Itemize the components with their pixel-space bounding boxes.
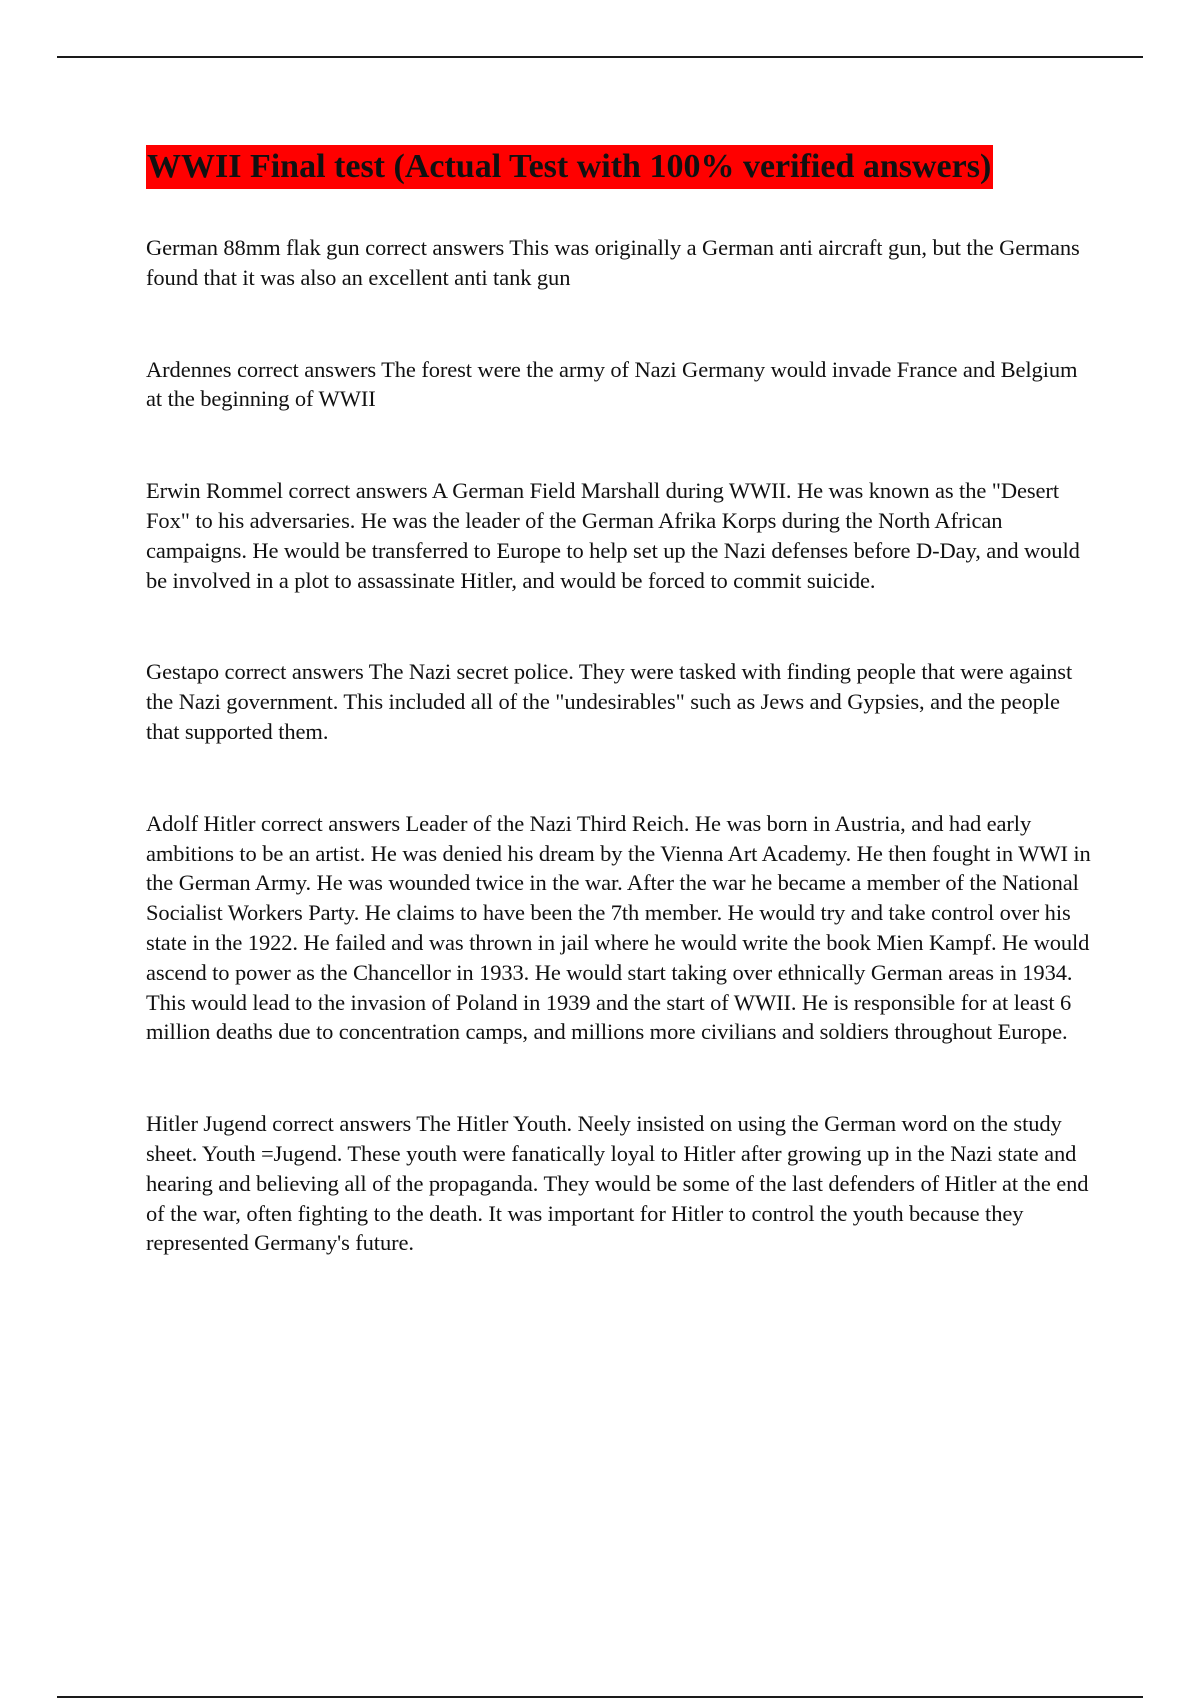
document-title: WWII Final test (Actual Test with 100% verified answers) <box>146 145 993 189</box>
qa-entry-hitler-jugend: Hitler Jugend correct answers The Hitler Youth. Neely insisted on using the German word on the study sheet. Youth =Jugend. These youth were fanatically loyal to Hitler after growing up in the Nazi state and hearing and believing all of the propaganda. They would be some of the last defenders of Hitler at the end of the war, often fighting to the death. It was important for Hitler to control the youth because they represented Germany's future. <box>146 1111 1089 1256</box>
qa-entry-88mm-flak-gun: German 88mm flak gun correct answers This was originally a German anti aircraft gun, but the Germans found that it was also an excellent anti tank gun <box>146 235 1080 290</box>
qa-entries <box>146 233 1092 1258</box>
top-rule <box>57 56 1143 58</box>
qa-entry-ardennes: Ardennes correct answers The forest were the army of Nazi Germany would invade France and Belgium at the beginning of WWII <box>146 356 1078 412</box>
qa-entry-adolf-hitler: Adolf Hitler correct answers Leader of the Nazi Third Reich. He was born in Austria, and had early ambitions to be an artist. He was denied his dream by the Vienna Art Academy. He then fought in WWI in the German Army. He was wounded twice in the war. After the war he became a member of the National Socialist Workers Party. He claims to have been the 7th member. He would try and take control over his state in the 1922. He failed and was thrown in jail where he would write the book Mien Kampf. He would ascend to power as the Chancellor in 1933. He would start taking over ethnically German areas in 1934. This would lead to the invasion of Poland in 1939 and the start of WWII. He is responsible for at least 6 million deaths due to concentration camps, and millions more civilians and soldiers throughout Europe. <box>146 810 1091 1045</box>
bottom-rule <box>57 1696 1143 1698</box>
document-body <box>146 145 1092 1320</box>
qa-entry-erwin-rommel: Erwin Rommel correct answers A German Field Marshall during WWII. He was known as the "Desert Fox" to his adversaries. He was the leader of the German Afrika Korps during the North African campaigns. He would be transferred to Europe to help set up the Nazi defenses before D-Day, and would be involved in a plot to assassinate Hitler, and would be forced to commit suicide. <box>146 478 1080 593</box>
qa-entry-gestapo: Gestapo correct answers The Nazi secret police. They were tasked with finding people that were against the Nazi government. This included all of the "undesirables" such as Jews and Gypsies, and the people that supported them. <box>146 659 1073 744</box>
